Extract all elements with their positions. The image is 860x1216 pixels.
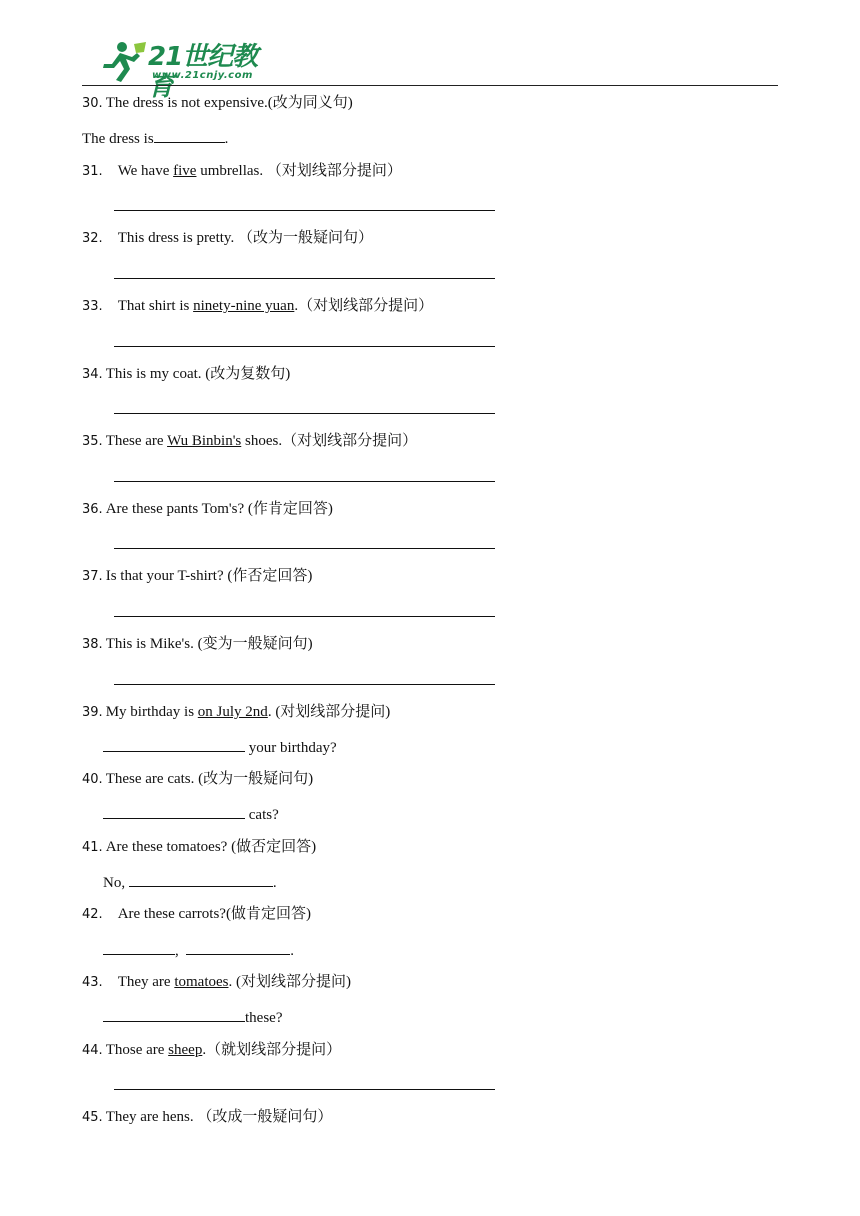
answer-line-35[interactable] (114, 481, 495, 482)
question-number: 32. (82, 231, 103, 246)
answer-suffix: . (290, 943, 294, 959)
question-text: This is my coat. (改为复数句) (105, 366, 291, 382)
answer-suffix: . (224, 131, 229, 147)
answer-blank-1[interactable] (103, 939, 175, 955)
question-43 (82, 972, 351, 993)
underlined-part: Wu Binbin's (167, 433, 242, 449)
answer-line-33[interactable] (114, 346, 495, 347)
answer-blank[interactable] (103, 1006, 245, 1022)
question-text: The dress is not expensive.(改为同义句) (105, 95, 353, 111)
question-38 (82, 634, 313, 655)
question-45 (82, 1107, 332, 1128)
answer-blank[interactable] (103, 803, 245, 819)
question-text: Are these tomatoes? (做否定回答) (105, 839, 317, 855)
answer-42 (103, 939, 294, 961)
answer-line-36[interactable] (114, 548, 495, 549)
question-number: 45. (82, 1110, 103, 1125)
question-number: 36. (82, 502, 103, 517)
question-31 (82, 161, 402, 182)
answer-suffix: . (272, 875, 277, 891)
answer-line-32[interactable] (114, 278, 495, 279)
answer-blank[interactable] (154, 127, 225, 143)
question-33 (82, 296, 433, 317)
question-text: This dress is pretty. （改为一般疑问句） (117, 230, 373, 246)
answer-prefix: The dress is (82, 131, 154, 147)
question-number: 43. (82, 975, 103, 990)
question-number: 40. (82, 772, 103, 787)
question-text: This is Mike's. (变为一般疑问句) (105, 636, 313, 652)
answer-blank-2[interactable] (186, 939, 290, 955)
answer-line-38[interactable] (114, 684, 495, 685)
question-39 (82, 702, 390, 723)
question-number: 44. (82, 1043, 103, 1058)
question-42 (82, 904, 311, 925)
question-number: 34. (82, 367, 103, 382)
answer-30 (82, 127, 228, 149)
answer-prefix: No, (103, 875, 129, 891)
question-30 (82, 93, 353, 114)
question-number: 42. (82, 907, 103, 922)
question-text-end: umbrellas. （对划线部分提问） (196, 163, 402, 179)
answer-line-44[interactable] (114, 1089, 495, 1090)
runner-logo-icon (100, 40, 150, 86)
question-text: That shirt is (117, 298, 194, 314)
underlined-part: sheep (168, 1042, 203, 1058)
answer-41 (103, 871, 277, 893)
question-text: Is that your T-shirt? (作否定回答) (105, 568, 313, 584)
question-number: 31. (82, 164, 103, 179)
logo-text: 21世纪教育 (148, 42, 258, 102)
underlined-part: on July 2nd (197, 704, 268, 720)
underlined-part: five (173, 163, 197, 179)
answer-line-34[interactable] (114, 413, 495, 414)
question-text-end: shoes.（对划线部分提问） (241, 433, 418, 449)
logo (100, 40, 270, 102)
question-number: 37. (82, 569, 103, 584)
answer-suffix: these? (245, 1010, 283, 1026)
answer-43 (103, 1006, 282, 1028)
question-36 (82, 499, 333, 520)
question-text: They are (117, 974, 175, 990)
question-37 (82, 566, 312, 587)
answer-suffix: cats? (245, 807, 279, 823)
question-number: 39. (82, 705, 103, 720)
question-text: These are cats. (改为一般疑问句) (105, 771, 314, 787)
underlined-part: tomatoes (174, 974, 229, 990)
question-number: 38. (82, 637, 103, 652)
answer-blank[interactable] (103, 736, 245, 752)
question-34 (82, 364, 290, 385)
answer-comma: , (175, 943, 179, 959)
question-text: Those are (105, 1042, 169, 1058)
underlined-part: ninety-nine yuan (193, 298, 295, 314)
question-text: Are these pants Tom's? (作肯定回答) (105, 501, 333, 517)
question-text: These are (105, 433, 168, 449)
question-number: 41. (82, 840, 103, 855)
header-divider (82, 85, 778, 86)
question-40 (82, 769, 313, 790)
answer-40 (103, 803, 279, 825)
question-text: My birthday is (105, 704, 198, 720)
answer-line-31[interactable] (114, 210, 495, 211)
question-text-end: . (对划线部分提问) (228, 974, 351, 990)
question-number: 30. (82, 96, 103, 111)
question-35 (82, 431, 417, 452)
page-header (0, 0, 860, 102)
question-41 (82, 837, 316, 858)
question-44 (82, 1040, 341, 1061)
logo-url: www.21cnjy.com (152, 70, 253, 81)
question-text-end: .（就划线部分提问） (202, 1042, 342, 1058)
question-text-end: .（对划线部分提问） (294, 298, 434, 314)
question-text-end: . (对划线部分提问) (267, 704, 391, 720)
question-text: Are these carrots?(做肯定回答) (117, 906, 311, 922)
answer-39 (103, 736, 337, 758)
question-text: We have (117, 163, 174, 179)
question-32 (82, 228, 373, 249)
answer-line-37[interactable] (114, 616, 495, 617)
question-number: 33. (82, 299, 103, 314)
question-number: 35. (82, 434, 103, 449)
answer-blank[interactable] (129, 871, 273, 887)
question-text: They are hens. （改成一般疑问句） (105, 1109, 333, 1125)
answer-suffix: your birthday? (245, 740, 337, 756)
